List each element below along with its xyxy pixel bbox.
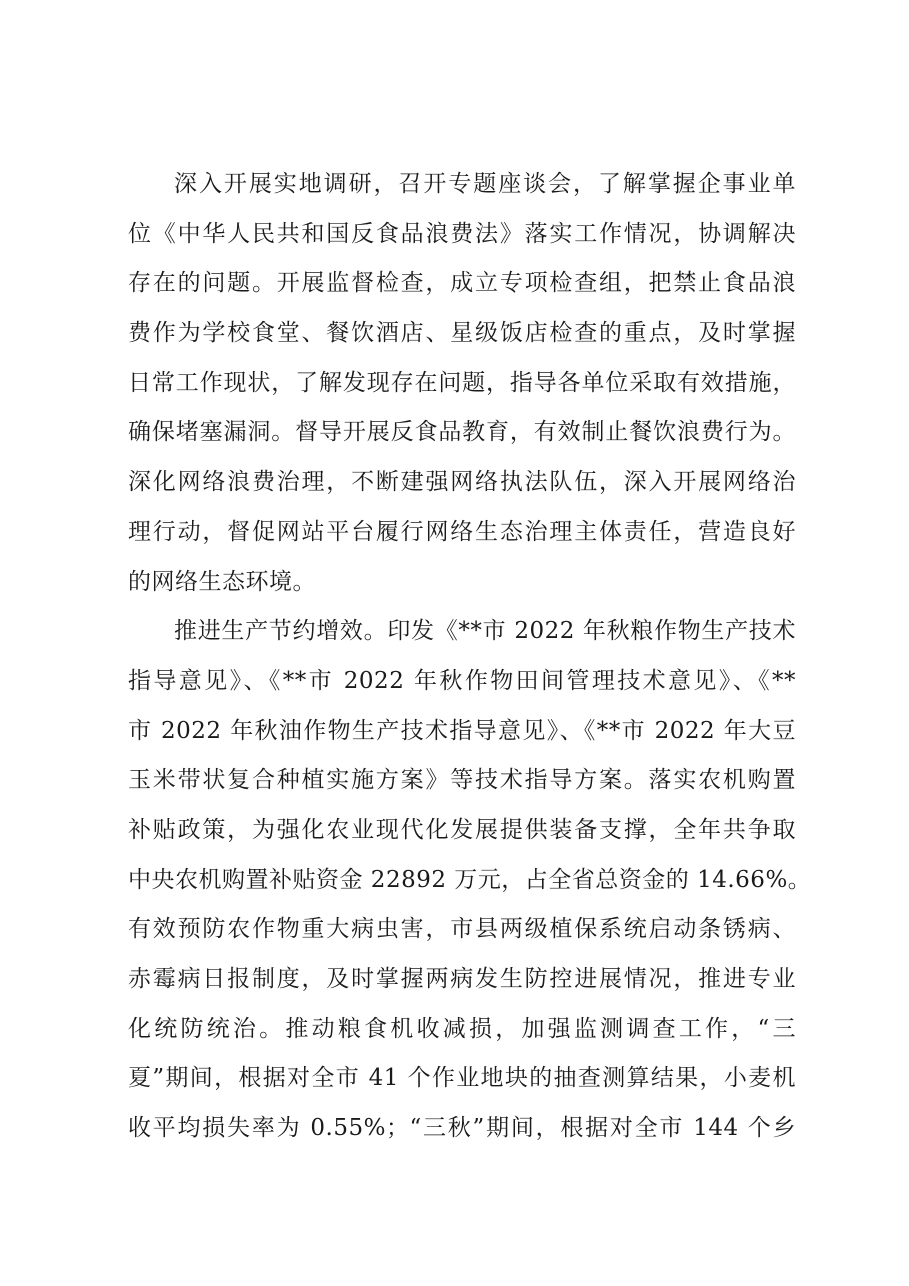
- text-line: 收平均损失率为 0.55%；“三秋”期间，根据对全市 144 个乡: [128, 1115, 796, 1142]
- text-line: 夏”期间，根据对全市 41 个作业地块的抽查测算结果，小麦机: [128, 1065, 796, 1092]
- text-line: 确保堵塞漏洞。督导开展反食品教育，有效制止餐饮浪费行为。: [128, 419, 796, 446]
- text-line: 费作为学校食堂、餐饮酒店、星级饭店检查的重点，及时掌握: [128, 320, 796, 347]
- document-body: [128, 160, 812, 1154]
- text-line: 指导意见》、《**市 2022 年秋作物田间管理技术意见》、《**: [128, 667, 796, 694]
- text-line: 日常工作现状，了解发现存在问题，指导各单位采取有效措施，: [128, 369, 796, 396]
- text-line: 推进生产节约增效。印发《**市 2022 年秋粮作物生产技术: [174, 618, 796, 645]
- paragraph-food-waste-supervision: [128, 160, 796, 607]
- text-line: 深化网络浪费治理，不断建强网络执法队伍，深入开展网络治: [128, 469, 796, 496]
- text-line: 中央农机购置补贴资金 22892 万元，占全省总资金的 14.66%。: [128, 866, 812, 893]
- text-line: 市 2022 年秋油作物生产技术指导意见》、《**市 2022 年大豆: [128, 717, 796, 744]
- text-line: 有效预防农作物重大病虫害，市县两级植保系统启动条锈病、: [128, 916, 796, 943]
- text-line: 赤霉病日报制度，及时掌握两病发生防控进展情况，推进专业: [128, 966, 796, 992]
- text-line: 深入开展实地调研，召开专题座谈会，了解掌握企事业单: [174, 171, 796, 197]
- paragraph-production-efficiency: [128, 607, 812, 1154]
- text-line: 化统防统治。推动粮食机收减损，加强监测调查工作，“三: [128, 1015, 796, 1042]
- text-line: 玉米带状复合种植实施方案》等技术指导方案。落实农机购置: [128, 767, 796, 794]
- text-line: 理行动，督促网站平台履行网络生态治理主体责任，营造良好: [128, 518, 796, 545]
- text-line: 存在的问题。开展监督检查，成立专项检查组，把禁止食品浪: [128, 270, 796, 297]
- text-line: 位《中华人民共和国反食品浪费法》落实工作情况，协调解决: [128, 220, 796, 247]
- text-line: 的网络生态环境。: [128, 568, 316, 595]
- text-line: 补贴政策，为强化农业现代化发展提供装备支撑，全年共争取: [128, 816, 796, 843]
